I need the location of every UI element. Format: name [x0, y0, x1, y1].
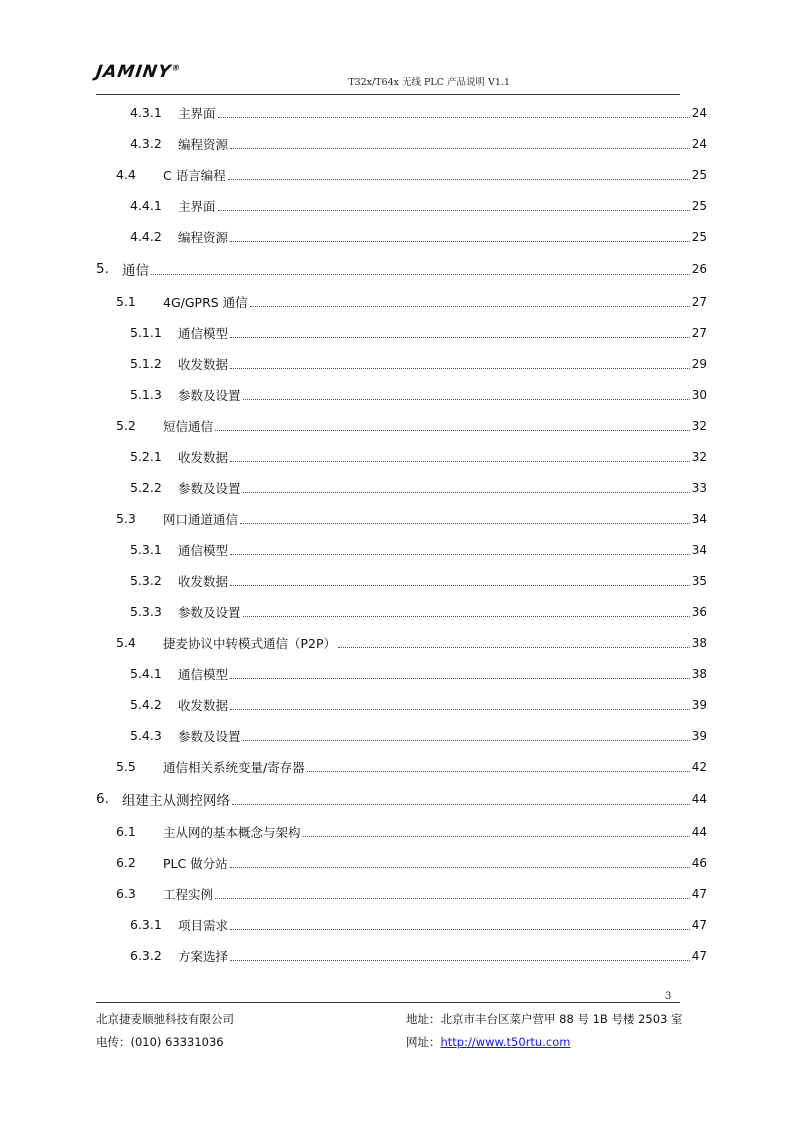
toc-entry-page: 32: [691, 449, 707, 464]
toc-entry-title: PLC 做分站: [163, 855, 228, 871]
toc-entry-title: 通信模型: [178, 325, 229, 341]
toc-leader-dots: [230, 678, 690, 679]
toc-entry-page: 27: [691, 325, 707, 340]
toc-entry-title: 通信: [122, 263, 149, 279]
toc-entry-number: 5.2.2: [130, 480, 162, 495]
toc-entry-page: 44: [691, 792, 707, 806]
toc-entry[interactable]: [96, 782, 707, 816]
toc-entry[interactable]: [96, 128, 707, 159]
toc-entry-number: 4.4: [116, 167, 136, 182]
toc-entry[interactable]: [96, 565, 707, 596]
toc-entry-number: 6.3: [116, 886, 136, 901]
toc-entry-page: 34: [691, 542, 707, 557]
toc-leader-dots: [307, 771, 690, 772]
toc-entry-page: 47: [691, 886, 707, 901]
toc-entry[interactable]: [96, 534, 707, 565]
toc-entry[interactable]: [96, 348, 707, 379]
toc-leader-dots: [230, 337, 690, 338]
toc-entry-title: 组建主从测控网络: [122, 793, 230, 809]
toc-entry-number: 6.: [96, 791, 109, 807]
toc-entry-number: 5.1.3: [130, 387, 162, 402]
toc-entry-page: 26: [691, 262, 707, 276]
toc-entry[interactable]: [96, 221, 707, 252]
toc-entry-number: 5.2.1: [130, 449, 162, 464]
toc-leader-dots: [230, 929, 690, 930]
footer-divider: [96, 1002, 680, 1003]
toc-entry-title: 通信模型: [178, 666, 229, 682]
toc-entry-page: 33: [691, 480, 707, 495]
toc-entry-page: 46: [691, 855, 707, 870]
toc-entry-number: 5.3: [116, 511, 136, 526]
toc-leader-dots: [230, 241, 690, 242]
toc-entry-number: 5.4.3: [130, 728, 162, 743]
toc-entry-title: 参数及设置: [178, 604, 241, 620]
toc-entry-title: 收发数据: [178, 697, 229, 713]
toc-entry-title: 收发数据: [178, 356, 229, 372]
toc-entry-title: 参数及设置: [178, 728, 241, 744]
toc-entry[interactable]: [96, 627, 707, 658]
toc-entry-number: 5.5: [116, 759, 136, 774]
toc-leader-dots: [243, 399, 690, 400]
toc-entry-title: 网口通道通信: [163, 511, 239, 527]
toc-entry[interactable]: [96, 689, 707, 720]
toc-entry-title: 4G/GPRS 通信: [163, 294, 248, 310]
toc-entry-title: 参数及设置: [178, 480, 241, 496]
toc-entry-number: 5.: [96, 261, 109, 277]
toc-entry-page: 25: [691, 167, 707, 182]
footer-website-link[interactable]: http://www.t50rtu.com: [440, 1035, 571, 1049]
toc-entry-number: 4.3.1: [130, 105, 162, 120]
toc-entry-number: 5.1.1: [130, 325, 162, 340]
toc-leader-dots: [230, 960, 690, 961]
toc-entry-page: 25: [691, 198, 707, 213]
toc-leader-dots: [338, 647, 690, 648]
toc-leader-dots: [218, 117, 690, 118]
toc-entry-number: 4.4.2: [130, 229, 162, 244]
toc-entry-title: 短信通信: [163, 418, 214, 434]
toc-entry-number: 6.1: [116, 824, 136, 839]
toc-entry-page: 30: [691, 387, 707, 402]
toc-entry-title: 参数及设置: [178, 387, 241, 403]
toc-leader-dots: [230, 709, 690, 710]
header-divider: [96, 94, 680, 95]
toc-entry[interactable]: [96, 252, 707, 286]
toc-leader-dots: [243, 616, 690, 617]
toc-entry-title: 主界面: [178, 105, 216, 121]
toc-entry[interactable]: [96, 159, 707, 190]
toc-leader-dots: [230, 461, 690, 462]
toc-entry-title: 主界面: [178, 198, 216, 214]
toc-leader-dots: [215, 430, 690, 431]
toc-entry-number: 6.2: [116, 855, 136, 870]
toc-leader-dots: [151, 274, 690, 275]
toc-entry-title: 收发数据: [178, 449, 229, 465]
toc-entry-title: 方案选择: [178, 948, 229, 964]
toc-entry-number: 5.4.1: [130, 666, 162, 681]
toc-entry-page: 25: [691, 229, 707, 244]
toc-entry[interactable]: [96, 441, 707, 472]
toc-entry-page: 32: [691, 418, 707, 433]
toc-entry[interactable]: [96, 596, 707, 627]
toc-entry-page: 29: [691, 356, 707, 371]
toc-entry[interactable]: [96, 190, 707, 221]
toc-entry-page: 36: [691, 604, 707, 619]
toc-leader-dots: [232, 804, 690, 805]
toc-leader-dots: [218, 210, 690, 211]
document-title: T32x/T64x 无线 PLC 产品说明 V1.1: [348, 77, 510, 88]
toc-entry-number: 4.4.1: [130, 198, 162, 213]
toc-entry[interactable]: [96, 658, 707, 689]
toc-entry-number: 6.3.2: [130, 948, 162, 963]
toc-entry-number: 5.1: [116, 294, 136, 309]
toc-entry[interactable]: [96, 720, 707, 751]
toc-entry[interactable]: [96, 751, 707, 782]
toc-leader-dots: [303, 836, 690, 837]
toc-entry-page: 34: [691, 511, 707, 526]
toc-entry[interactable]: [96, 286, 707, 317]
toc-entry-page: 38: [691, 666, 707, 681]
toc-leader-dots: [230, 148, 690, 149]
toc-entry[interactable]: [96, 816, 707, 847]
toc-entry[interactable]: [96, 503, 707, 534]
footer-phone: 电传：(010) 63331036: [96, 1035, 224, 1049]
toc-entry[interactable]: [96, 847, 707, 878]
toc-leader-dots: [230, 554, 690, 555]
toc-entry-page: 27: [691, 294, 707, 309]
footer-website: [406, 1034, 570, 1050]
toc-entry-number: 4.3.2: [130, 136, 162, 151]
toc-leader-dots: [230, 867, 690, 868]
toc-entry[interactable]: [96, 379, 707, 410]
toc-entry-page: 38: [691, 635, 707, 650]
toc-leader-dots: [250, 306, 690, 307]
toc-entry[interactable]: [96, 410, 707, 441]
toc-leader-dots: [243, 492, 690, 493]
toc-entry-number: 5.4: [116, 635, 136, 650]
toc-entry-number: 5.1.2: [130, 356, 162, 371]
toc-entry-title: C 语言编程: [163, 167, 226, 183]
logo-text: JAMINY: [94, 62, 173, 82]
toc-entry-title: 主从网的基本概念与架构: [163, 824, 301, 840]
toc-entry-title: 编程资源: [178, 136, 229, 152]
toc-entry-number: 6.3.1: [130, 917, 162, 932]
toc-leader-dots: [215, 898, 690, 899]
toc-leader-dots: [230, 368, 690, 369]
toc-leader-dots: [240, 523, 690, 524]
toc-entry-number: 5.3.3: [130, 604, 162, 619]
toc-entry-page: 24: [691, 105, 707, 120]
toc-leader-dots: [228, 179, 690, 180]
toc-entry-page: 39: [691, 728, 707, 743]
toc-entry-number: 5.3.1: [130, 542, 162, 557]
toc-entry[interactable]: [96, 909, 707, 940]
logo-registered-mark: ®: [171, 63, 182, 73]
toc-entry-page: 42: [691, 759, 707, 774]
toc-entry-title: 捷麦协议中转模式通信（P2P）: [163, 635, 337, 651]
toc-entry-page: 35: [691, 573, 707, 588]
toc-entry[interactable]: [96, 878, 707, 909]
toc-entry-title: 收发数据: [178, 573, 229, 589]
footer-company: 北京捷麦顺驰科技有限公司: [96, 1012, 234, 1026]
toc-entry-page: 24: [691, 136, 707, 151]
toc-entry[interactable]: [96, 472, 707, 503]
company-logo: [95, 62, 182, 82]
toc-entry-page: 47: [691, 948, 707, 963]
toc-entry-number: 5.2: [116, 418, 136, 433]
page-number: 3: [665, 991, 672, 1002]
toc-entry-number: 5.3.2: [130, 573, 162, 588]
toc-entry[interactable]: [96, 940, 707, 971]
page-header: [96, 58, 680, 95]
table-of-contents: [96, 97, 707, 971]
toc-entry-number: 5.4.2: [130, 697, 162, 712]
toc-entry-title: 项目需求: [178, 917, 229, 933]
toc-entry[interactable]: [96, 317, 707, 348]
toc-entry-page: 39: [691, 697, 707, 712]
toc-entry-title: 通信相关系统变量/寄存器: [163, 759, 305, 775]
toc-entry[interactable]: [96, 97, 707, 128]
footer-address: 地址：北京市丰台区菜户营甲 88 号 1B 号楼 2503 室: [406, 1012, 683, 1026]
toc-leader-dots: [230, 585, 690, 586]
toc-entry-page: 47: [691, 917, 707, 932]
toc-entry-title: 编程资源: [178, 229, 229, 245]
toc-entry-page: 44: [691, 824, 707, 839]
toc-entry-title: 通信模型: [178, 542, 229, 558]
footer-website-label: 网址：: [406, 1035, 441, 1049]
toc-entry-title: 工程实例: [163, 886, 214, 902]
toc-leader-dots: [243, 740, 690, 741]
